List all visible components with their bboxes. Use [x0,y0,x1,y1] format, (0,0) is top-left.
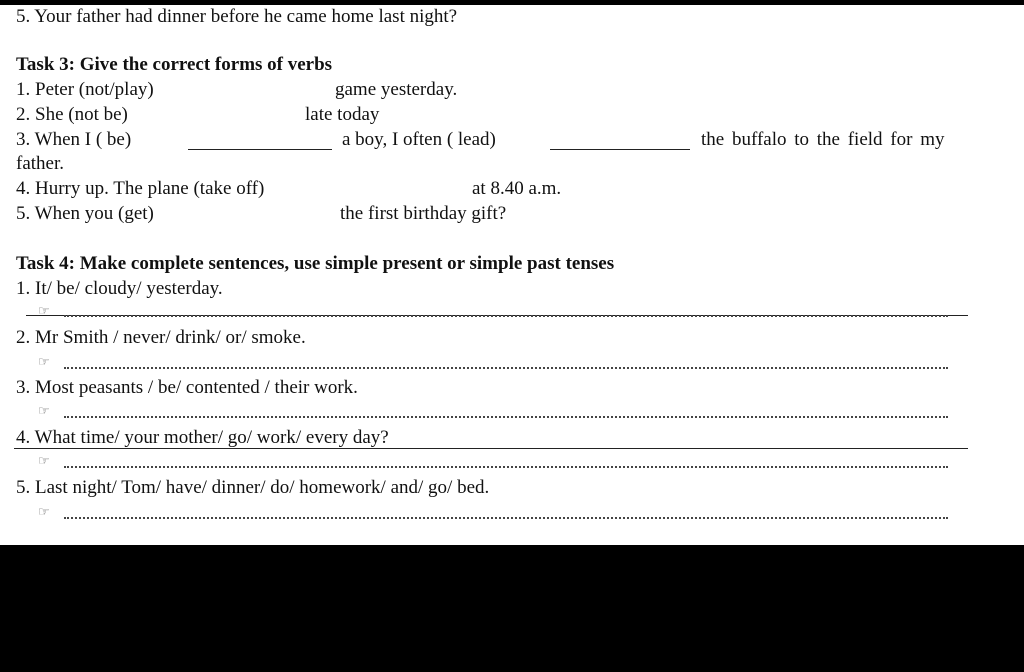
answer-blank[interactable] [188,149,332,150]
answer-rule [14,448,968,449]
task3-item3-middle: a boy, I often ( lead) [342,129,496,150]
task3-item5-prompt: 5. When you (get) [16,203,154,224]
task3-item4-rest: at 8.40 a.m. [472,178,562,199]
pointing-hand-icon: ☞ [38,403,50,418]
task3-item1-rest: game yesterday. [335,79,458,100]
task3-item3-continuation: father. [16,153,65,174]
pointing-hand-icon: ☞ [38,303,50,318]
task3-item3-end: the buffalo to the field for my [701,129,945,150]
task4-item3: 3. Most peasants / be/ contented / their work. [16,377,358,398]
task3-item4-prompt: 4. Hurry up. The plane (take off) [16,178,265,199]
task3-item1-prompt: 1. Peter (not/play) [16,79,154,100]
task4-heading: Task 4: Make complete sentences, use simple present or simple past tenses [16,253,615,274]
answer-blank[interactable] [550,149,690,150]
answer-line[interactable] [64,466,948,468]
task3-item3-prompt: 3. When I ( be) [16,129,132,150]
answer-line[interactable] [64,517,948,519]
answer-line[interactable] [64,315,948,317]
task3-item5-rest: the first birthday gift? [340,203,507,224]
answer-line[interactable] [64,367,948,369]
previous-question-5: 5. Your father had dinner before he came home last night? [16,6,458,27]
task3-heading: Task 3: Give the correct forms of verbs [16,54,333,75]
worksheet-page [0,5,1024,545]
task3-item2-rest: late today [305,104,380,125]
task4-item4: 4. What time/ your mother/ go/ work/ every day? [16,427,389,448]
task3-item2-prompt: 2. She (not be) [16,104,128,125]
pointing-hand-icon: ☞ [38,354,50,369]
pointing-hand-icon: ☞ [38,453,50,468]
task4-item1: 1. It/ be/ cloudy/ yesterday. [16,278,223,299]
task4-item5: 5. Last night/ Tom/ have/ dinner/ do/ homework/ and/ go/ bed. [16,477,490,498]
pointing-hand-icon: ☞ [38,504,50,519]
task4-item2: 2. Mr Smith / never/ drink/ or/ smoke. [16,327,306,348]
answer-line[interactable] [64,416,948,418]
